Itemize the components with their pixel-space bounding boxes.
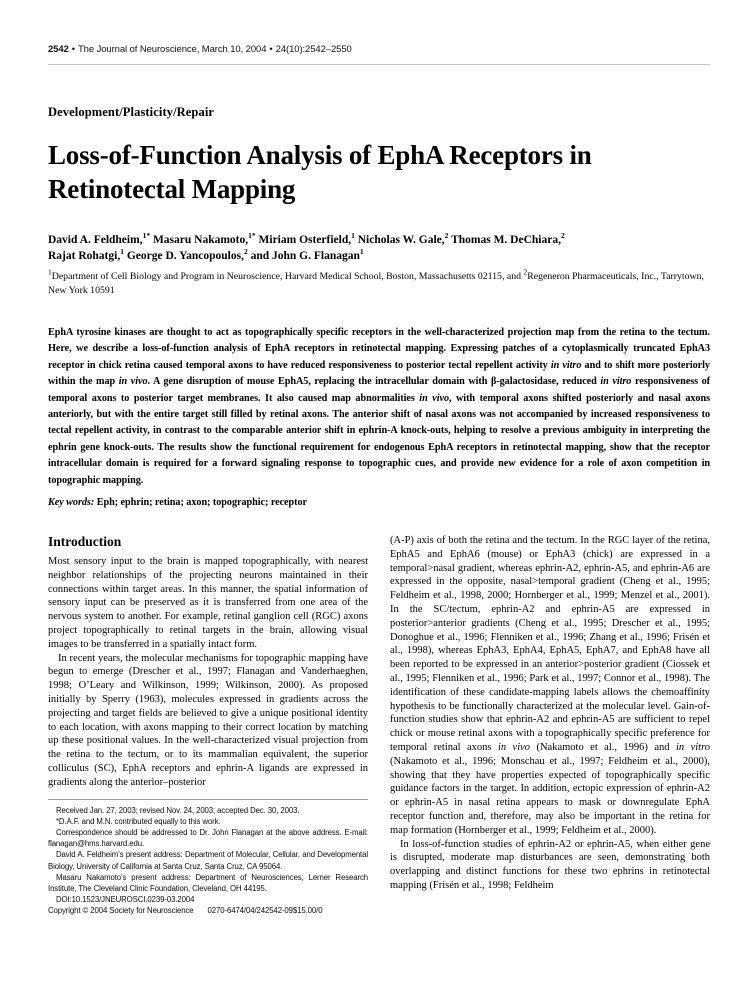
article-title: [48, 138, 710, 206]
title-line-1: Loss-of-Function Analysis of EphA Receptors in: [48, 140, 592, 170]
author-name: David A. Feldheim,$^{1*}$: [48, 231, 151, 246]
two-column-body: [48, 534, 710, 976]
affiliation-number: 1: [48, 267, 52, 277]
affiliation-superscript: 1*: [142, 231, 151, 241]
intro-heading: Introduction: [48, 534, 122, 550]
issn-code: 0270-6474/04/242542-09$15.00/0: [207, 906, 323, 916]
keywords-label: Key words:: [48, 497, 95, 509]
intro-paragraph: (A-P) axis of both the retina and the tectum. In the RGC layer of the retina, EphA5 and EphA6 (mouse) or EphA3 (chick) are expressed in a temporal>nasal gradient, whereas ephrin-A2, ephrin-A5, and ephrin-A6 are expressed in the opposite, nasal>temporal gradient (Cheng et al., 1995; Feldheim et al., 1998, 2000; Hornberger et al., 1999; Menzel et al., 2001). In the SC/tectum, ephrin-A2 and ephrin-A5 are expressed in posterior>anterior gradients (Cheng et al., 1995; Drescher et al., 1995; Donoghue et al., 1996; Flenniken et al., 1996; Zhang et al., 1996; Frisén et al., 1998), whereas EphA3, EphA4, EphA5, EphA7, and EphA8 have all been reported to be expressed in an anterior>posterior gradient (Ciossek et al., 1995; Flenniken et al., 1996; Park et al., 1997; Connor et al., 1998). The identification of these candidate-mapping labels allows the chemoaffinity hypothesis to be functionally characterized at the molecular level. Gain-of-function studies show that ephrin-A2 and ephrin-A5 are sufficient to repel chick or mouse retinal axons with a topographically specific preference for temporal retinal axons in vivo (Nakamoto et al., 1996) and in vitro (Nakamoto et al., 1996; Monschau et al., 1997; Feldheim et al., 2000), showing that they have properties expected of topographically specific guidance factors in the target. In addition, ectopic expression of ephrin-A2 or ephrin-A5 in nasal retina appears to mask or downregulate EphA receptor function and, therefore, may also be important in the retina for map formation (Hornberger et al., 1999; Feldheim et al., 2000).: [390, 535, 710, 836]
intro-paragraph: In recent years, the molecular mechanisms for topographic mapping have begun to emerge (Drescher et al., 1997; Flanagan and Vanderhaeghen, 1998; O’Leary and Wilkinson, 1999; Wilkinson, 2000). As proposed initially by Sperry (1963), molecules expressed in gradients across the projecting and target fields are believed to give a unique positional identity to each location, with axons mapping to their correct location by matching up these positional values. In the well-characterized visual projection from the retina to the tectum, or to its mammalian equivalent, the superior colliculus (SC), EphA receptors and ephrin-A ligands are expressed in gradients along the anterior–posterior: [48, 652, 368, 788]
issue-citation: 24(10):2542–2550: [275, 44, 352, 55]
author-name: Nicholas W. Gale,$^2$: [354, 231, 449, 246]
footnote-feldheim-address: David A. Feldheim’s present address: Department of Molecular, Cellular, and Developmental Biology, University of California at Santa Cruz, Santa Cruz, CA 95064.: [48, 850, 368, 871]
author-name: Thomas M. DeChiara,$^2$: [448, 231, 565, 246]
footnote-doi: DOI:10.1523/JNEUROSCI.0239-03.2004: [56, 895, 195, 905]
author-name: Miriam Osterfield,$^1$: [255, 231, 355, 246]
affiliation-text: Department of Cell Biology and Program in Neuroscience, Harvard Medical School, Boston, Massachusetts 02115, and: [51, 271, 524, 282]
bullet-separator: •: [71, 44, 75, 55]
keywords-list: Eph; ephrin; retina; axon; topographic; receptor: [96, 497, 308, 509]
abstract-text: EphA tyrosine kinases are thought to act as topographically specific receptors in the well-characterized projection map from the retina to the tectum. Here, we describe a loss-of-function analysis of EphA receptors in retinotectal mapping. Expressing patches of a cytoplasmically truncated EphA3 receptor in chick retina caused temporal axons to have reduced responsiveness to posterior tectal repellent activity in vitro and to shift more posteriorly within the map in vivo. A gene disruption of mouse EphA5, replacing the intracellular domain with β-galactosidase, reduced in vitro responsiveness of temporal axons to posterior target membranes. It also caused map abnormalities in vivo, with temporal axons shifted posteriorly and nasal axons anteriorly, but with the entire target still filled by retinal axons. The anterior shift of nasal axons was not accompanied by increased responsiveness to tectal repellent activity, in contrast to the comparable anterior shift in ephrin-A knock-outs, helping to resolve a previous ambiguity in interpreting the ephrin gene knock-outs. The results show the functional requirement for endogenous EphA receptors in retinotectal mapping, show that the receptor intracellular domain is required for a forward signaling response to topographic cues, and provide new evidence for a role of axon competition in topographic mapping.: [48, 327, 711, 486]
affiliations: [48, 267, 710, 297]
affiliation-superscript: 1: [120, 247, 124, 257]
author-list: [48, 232, 710, 264]
header-rule: [48, 64, 710, 65]
footnote-received: Received Jan. 27, 2003; revised Nov. 24, 2003; accepted Dec. 30, 2003.: [56, 805, 300, 815]
section-label: Development/Plasticity/Repair: [48, 105, 215, 119]
affiliation-superscript: 2: [560, 231, 565, 241]
footnote-correspondence: Correspondence should be addressed to Dr. John Flanagan at the above address. E-mail: flanagan@hms.harvard.edu.: [48, 828, 368, 849]
footnote-rule: [48, 799, 368, 800]
footnote-nakamoto-address: Masaru Nakamoto’s present address: Department of Neurosciences, Lerner Research Institute, The Cleveland Clinic Foundation, Cleveland, OH 44195.: [48, 872, 368, 894]
affiliation-superscript: 1: [351, 231, 355, 241]
keywords-line: [48, 496, 710, 510]
copyright-text: Copyright © 2004 Society for Neuroscience: [48, 906, 194, 916]
intro-paragraph: In loss-of-function studies of ephrin-A2 or ephrin-A5, when either gene is disrupted, moderate map disturbances are seen, demonstrating both overlapping and distinct functions for these two ephrins in retinotectal mapping (Frisén et al., 1998; Feldheim: [390, 838, 710, 891]
title-line-2: Retinotectal Mapping: [48, 174, 296, 204]
left-column: [48, 534, 368, 976]
affiliation-superscript: 2: [444, 231, 449, 241]
author-name: Rajat Rohatgi,$^1$: [48, 247, 124, 262]
footnotes-block: [48, 805, 368, 917]
footnote-copyright: [48, 905, 368, 916]
author-name: and John G. Flanagan$^1$: [247, 247, 364, 262]
right-column: [390, 534, 710, 976]
affiliation-superscript: 1: [359, 247, 364, 257]
affiliation-number: 2: [523, 267, 528, 277]
author-name: George D. Yancopoulos,$^2$: [123, 247, 248, 262]
journal-name-date: The Journal of Neuroscience, March 10, 2004: [77, 44, 267, 55]
page-number: 2542: [48, 44, 69, 55]
footnote-contribution: *D.A.F. and M.N. contributed equally to this work.: [56, 816, 221, 826]
intro-paragraph: Most sensory input to the brain is mapped topographically, with nearest neighbor relationships of the projecting neurons maintained in their connections within target areas. In this manner, the spatial information of sensory input can be preserved as it is transferred from one area of the nervous system to another. For example, retinal ganglion cell (RGC) axons project topographically to retinal targets in the brain, allowing visual images to be transferred in a spatially intact form.: [48, 556, 368, 650]
bullet-separator: •: [269, 44, 273, 55]
affiliation-text: Regeneron Pharmaceuticals, Inc., Tarrytown, New York 10591: [48, 271, 704, 296]
author-name: Masaru Nakamoto,$^{1*}$: [150, 231, 256, 246]
affiliation-superscript: 2: [243, 247, 248, 257]
affiliation-superscript: 1*: [248, 231, 256, 241]
running-head: [48, 44, 710, 56]
